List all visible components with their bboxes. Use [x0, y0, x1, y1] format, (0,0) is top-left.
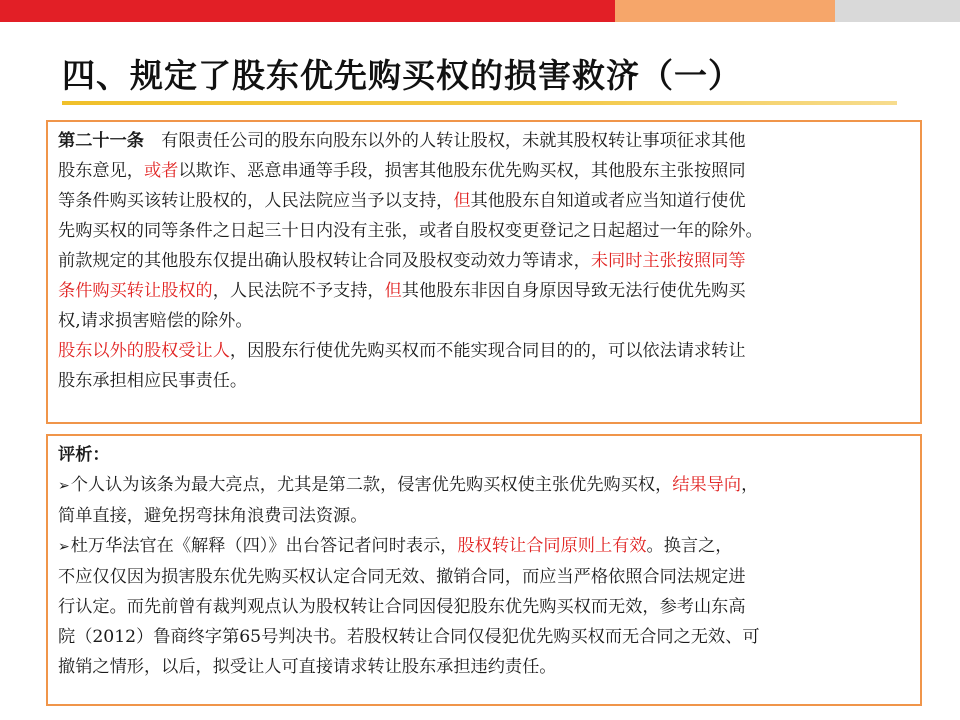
analysis-line [58, 592, 910, 622]
article-line [58, 156, 910, 186]
slide-title: 四、规定了股东优先购买权的损害救济（一） [62, 56, 742, 95]
text-run: 。换言之， [646, 536, 733, 556]
text-run: 其他股东非因自身原因导致无法行使优先购买 [401, 281, 746, 301]
article-line [58, 366, 910, 396]
analysis-line [58, 531, 910, 562]
highlighted-text: 但 [384, 281, 402, 301]
text-run: 行认定。而先前曾有裁判观点认为股权转让合同因侵犯股东优先购买权而无效，参考山东高 [58, 597, 746, 617]
highlighted-text: 结果导向 [672, 475, 742, 495]
article-line [58, 126, 910, 156]
text-run: 不应仅仅因为损害股东优先购买权认定合同无效、撤销合同，而应当严格依照合同法规定进 [58, 567, 746, 587]
text-run: ，人民法院不予支持， [212, 281, 385, 301]
text-run: 简单直接，避免拐弯抹角浪费司法资源。 [58, 506, 368, 526]
analysis-line [58, 562, 910, 592]
text-run: ， [741, 475, 759, 495]
text-run: 个人认为该条为最大亮点，尤其是第二款，侵害优先购买权使主张优先购买权， [70, 475, 673, 495]
text-run: 权,请求损害赔偿的除外。 [58, 311, 253, 331]
highlighted-text: 股东以外的股权受让人 [58, 341, 230, 361]
analysis-line [58, 652, 910, 682]
highlighted-text: 条件购买转让股权的 [58, 281, 213, 301]
text-run: 撤销之情形，以后，拟受让人可直接请求转让股东承担违约责任。 [58, 657, 557, 677]
analysis-paragraph [58, 440, 910, 682]
highlighted-text: 未同时主张按照同等 [590, 251, 746, 271]
analysis-line [58, 440, 910, 470]
highlighted-text: 但 [453, 191, 471, 211]
text-run: 股东承担相应民事责任。 [58, 371, 248, 391]
article-line [58, 246, 910, 276]
top-bar-grey-segment [835, 0, 960, 22]
article-paragraph [58, 126, 910, 396]
top-bar-orange-segment [615, 0, 835, 22]
text-run: 有限责任公司的股东向股东以外的人转让股权，未就其股权转让事项征求其他 [143, 131, 746, 151]
article-line [58, 336, 910, 366]
article-text-box [46, 120, 922, 424]
top-bar-red-segment [0, 0, 615, 22]
text-run: ，因股东行使优先购买权而不能实现合同目的的，可以依法请求转让 [229, 341, 746, 361]
text-run: 院（2012）鲁商终字第65号判决书。若股权转让合同仅侵犯优先购买权而无合同之无效、可 [58, 627, 760, 647]
text-run: 杜万华法官在《解释（四）》出台答记者问时表示， [70, 536, 458, 556]
highlighted-text: 或者 [143, 161, 179, 181]
analysis-line [58, 470, 910, 501]
text-run: 前款规定的其他股东仅提出确认股权转让合同及股权变动效力等请求， [58, 251, 591, 271]
top-color-bar [0, 0, 960, 22]
text-run: 以欺诈、恶意串通等手段，损害其他股东优先购买权，其他股东主张按照同 [178, 161, 746, 181]
analysis-text-box [46, 434, 922, 706]
bullet-arrow-icon: ➢ [58, 539, 70, 555]
analysis-line [58, 622, 910, 652]
text-run: 股东意见， [58, 161, 144, 181]
analysis-line [58, 501, 910, 531]
text-run: 先购买权的同等条件之日起三十日内没有主张，或者自股权变更登记之日起超过一年的除外。 [58, 221, 763, 241]
article-line [58, 306, 910, 336]
text-run: 其他股东自知道或者应当知道行使优 [470, 191, 746, 211]
article-line [58, 216, 910, 246]
article-line [58, 276, 910, 306]
title-underline [62, 101, 897, 105]
bullet-arrow-icon: ➢ [58, 478, 70, 494]
text-run: 等条件购买该转让股权的，人民法院应当予以支持， [58, 191, 454, 211]
highlighted-text: 股权转让合同原则上有效 [457, 536, 647, 556]
text-run: 第二十一条 [58, 131, 144, 151]
text-run: 评析： [58, 445, 110, 465]
article-line [58, 186, 910, 216]
